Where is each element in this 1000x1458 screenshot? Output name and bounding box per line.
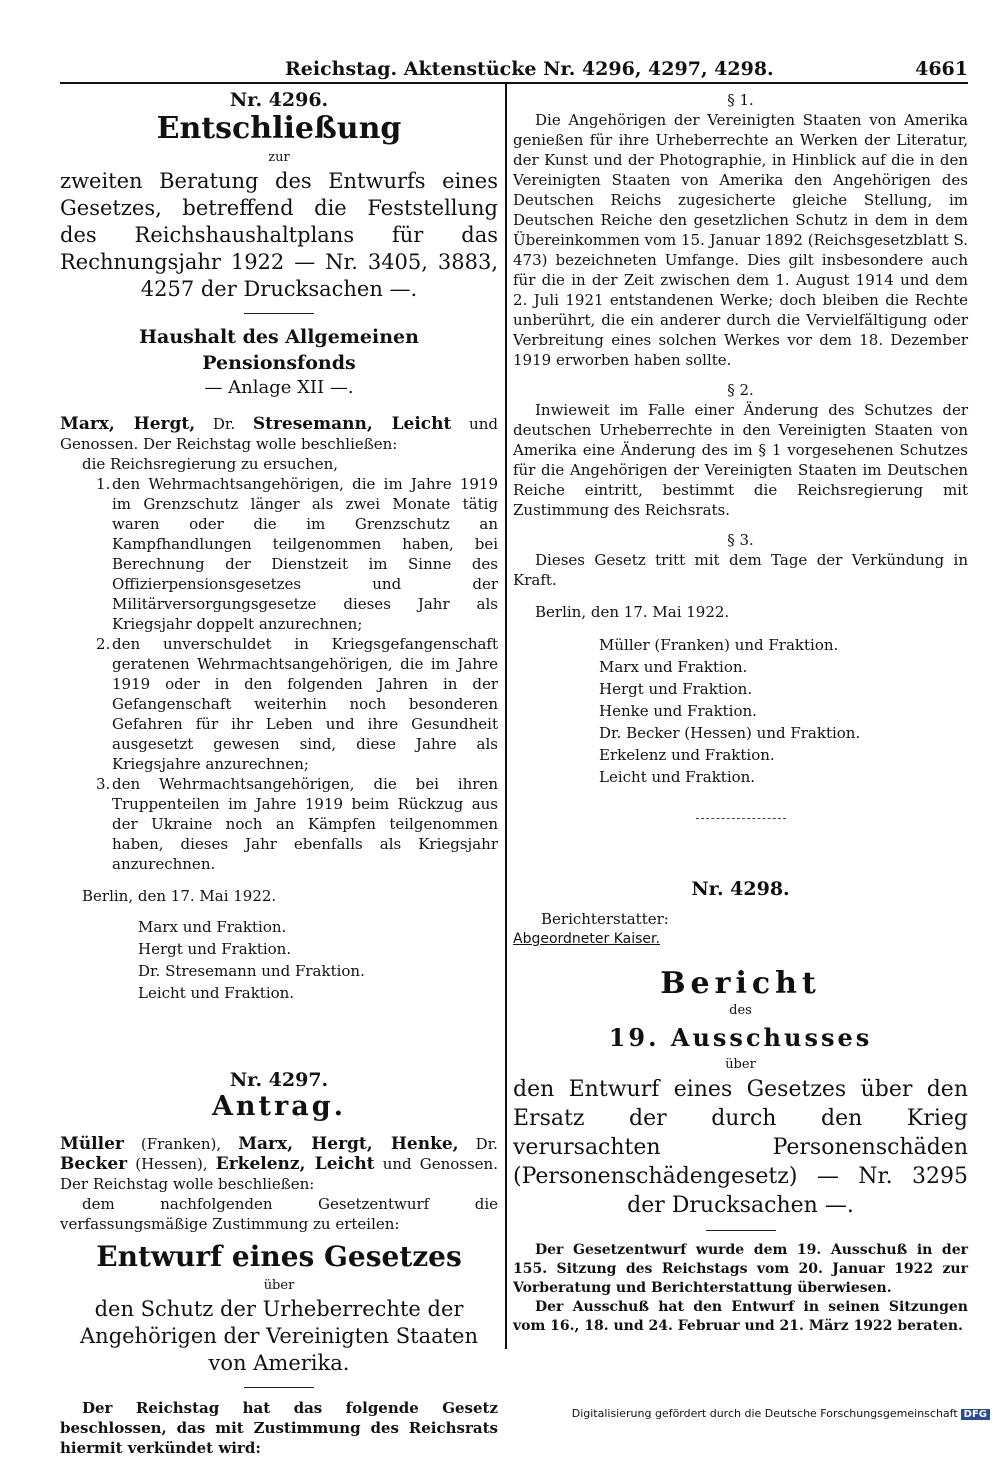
report-paragraph: Der Gesetzentwurf wurde dem 19. Ausschuß in der 155. Sitzung des Reichstags vom 20. Januar 1922 zur Vorberatung und Berichterstattung überwiesen. <box>513 1242 968 1296</box>
ueber-label: über <box>263 1278 295 1293</box>
reporter-name: Abgeordneter Kaiser. <box>513 931 660 947</box>
anlage-label: — Anlage XII —. <box>204 377 354 398</box>
document-number-4297: Nr. 4297. <box>229 1069 329 1091</box>
paragraph-2-text: Inwieweit im Falle einer Änderung des Schutzes der deutschen Urheberrechte in den Vereinigten Staaten von Amerika eine Änderung des im § 1 vorgesehenen Schutzes für die Angehörigen der Vereinigten Staaten im Deutschen Reiche eintritt, bestimmt die Reichsregierung mit Zustimmung des Reichsrats. <box>513 401 968 519</box>
signature-line: Dr. Stresemann und Fraktion. <box>138 962 365 980</box>
request-text: die Reichsregierung zu ersuchen, <box>82 455 339 473</box>
right-column <box>513 90 968 1336</box>
paragraph-1-text: Die Angehörigen der Vereinigten Staaten von Amerika genießen für ihre Urheberrechte an Werken der Literatur, der Kunst und der Photographie, in Hinblick auf die in den Vereinigten Staaten von Amerika den Angehörigen des Deutschen Reichs zugesicherte gleiche Stellung, im Deutschen Reiche den gesetzlichen Schutz in dem in dem Übereinkommen vom 15. Januar 1892 (Reichsgesetzblatt S. 473) bezeichneten Umfange. Dies gilt insbesondere auch für die in der Zeit zwischen dem 1. August 1914 und dem 2. Juli 1921 entstandenen Werke; doch bleiben die Rechte unberührt, die ein anderer durch die Vervielfältigung oder Verbreitung eines solchen Werkes vor dem 18. Dezember 1919 erworben haben sollte. <box>513 111 968 369</box>
report-subject: den Entwurf eines Gesetzes über den Ersatz der durch den Krieg verursachten Personenschäden (Personenschädengesetz) — Nr. 3295 der Drucksachen —. <box>513 1077 968 1218</box>
des-label: des <box>729 1003 752 1018</box>
heading-bericht: Bericht <box>660 966 821 1001</box>
signature-block <box>138 916 498 1004</box>
request-text: dem nachfolgenden Gesetzentwurf die verfassungsmäßige Zustimmung zu erteilen: <box>60 1195 498 1233</box>
place-date: Berlin, den 17. Mai 1922. <box>82 887 277 905</box>
signature-line: Müller (Franken) und Fraktion. <box>599 636 839 654</box>
left-column <box>60 90 498 1458</box>
signature-line: Leicht und Fraktion. <box>599 768 756 786</box>
paragraph-2-label: § 2. <box>727 381 754 399</box>
document-number-4296: Nr. 4296. <box>229 89 329 111</box>
zur-label: zur <box>268 150 290 165</box>
resolution-items <box>60 474 498 874</box>
short-rule <box>244 313 314 314</box>
place-date: Berlin, den 17. Mai 1922. <box>535 603 730 621</box>
page-number: 4661 <box>915 58 968 80</box>
proposers: Müller (Franken), Marx, Hergt, Henke, Dr. Becker (Hessen), Erkelenz, Leicht und Genossen. Der Reichstag wolle beschließen: <box>60 1134 498 1193</box>
resolution-subject: zweiten Beratung des Entwurfs eines Gesetzes, betreffend die Feststellung des Reichshaushaltplans für das Rechnungsjahr 1922 — Nr. 3405, 3883, 4257 der Drucksachen —. <box>60 169 498 301</box>
list-item: 3. den Wehrmachtsangehörigen, die bei ihren Truppenteilen im Jahre 1919 beim Rückzug aus der Ukraine noch an Kämpfen teilgenommen haben, dieses Jahr ebenfalls als Kriegsjahr anzurechnen. <box>96 775 498 873</box>
signature-block <box>599 634 968 788</box>
report-paragraph: Der Ausschuß hat den Entwurf in seinen Sitzungen vom 16., 18. und 24. Februar und 21. März 1922 beraten. <box>513 1299 968 1334</box>
column-divider <box>505 84 507 1349</box>
signature-line: Hergt und Fraktion. <box>599 680 753 698</box>
ueber-label: über <box>725 1057 756 1072</box>
section-divider <box>696 818 786 819</box>
signature-line: Marx und Fraktion. <box>599 658 748 676</box>
committee-title: 19. Ausschusses <box>608 1023 873 1052</box>
signature-line: Hergt und Fraktion. <box>138 940 292 958</box>
paragraph-3-text: Dieses Gesetz tritt mit dem Tage der Verkündung in Kraft. <box>513 551 968 589</box>
running-title: Reichstag. Aktenstücke Nr. 4296, 4297, 4298. <box>285 58 774 80</box>
signature-line: Leicht und Fraktion. <box>138 984 295 1002</box>
heading-entschliessung: Entschließung <box>156 111 402 146</box>
page-header <box>60 58 968 80</box>
draft-subject: den Schutz der Urheberrechte der Angehörigen der Vereinigten Staaten von Amerika. <box>80 1297 478 1375</box>
heading-antrag: Antrag. <box>211 1091 347 1122</box>
dfg-logo: DFG <box>961 1409 990 1420</box>
section-title: Haushalt des Allgemeinen Pensionsfonds <box>139 326 419 374</box>
short-rule <box>244 1387 314 1388</box>
proposers: Marx, Hergt, Dr. Stresemann, Leicht und Genossen. Der Reichstag wolle beschließen: <box>60 414 498 453</box>
footer-credit <box>570 1407 990 1420</box>
signature-line: Dr. Becker (Hessen) und Fraktion. <box>599 724 861 742</box>
draft-heading: Entwurf eines Gesetzes <box>96 1240 462 1273</box>
header-rule <box>60 82 968 84</box>
signature-line: Henke und Fraktion. <box>599 702 757 720</box>
paragraph-1-label: § 1. <box>727 91 754 109</box>
signature-line: Marx und Fraktion. <box>138 918 287 936</box>
document-number-4298: Nr. 4298. <box>691 878 790 900</box>
enacting-clause: Der Reichstag hat das folgende Gesetz beschlossen, das mit Zustimmung des Reichsrats hiermit verkündet wird: <box>60 1399 498 1457</box>
reporter-label: Berichterstatter: <box>541 910 669 928</box>
list-item: 1. den Wehrmachtsangehörigen, die im Jahre 1919 im Grenzschutz länger als zwei Monate tätig waren oder die im Grenzschutz an Kampfhandlungen teilgenommen haben, bei Berechnung der Dienstzeit im Sinne des Offizierpensionsgesetzes und der Militärversorgungsgesetze dieses Jahr als Kriegsjahr doppelt anzurechnen; <box>96 475 498 633</box>
short-rule <box>706 1230 776 1231</box>
list-item: 2. den unverschuldet in Kriegsgefangenschaft geratenen Wehrmachtsangehörigen, die im Jahre 1919 oder in den folgenden Jahren in der Gefangenschaft weiterhin noch besonderen Gefahren für ihr Leben und ihre Gesundheit ausgesetzt gewesen sind, diese Jahre als Kriegsjahre anzurechnen; <box>96 635 498 773</box>
footer-text: Digitalisierung gefördert durch die Deutsche Forschungsgemeinschaft <box>571 1407 958 1420</box>
signature-line: Erkelenz und Fraktion. <box>599 746 775 764</box>
paragraph-3-label: § 3. <box>727 531 754 549</box>
